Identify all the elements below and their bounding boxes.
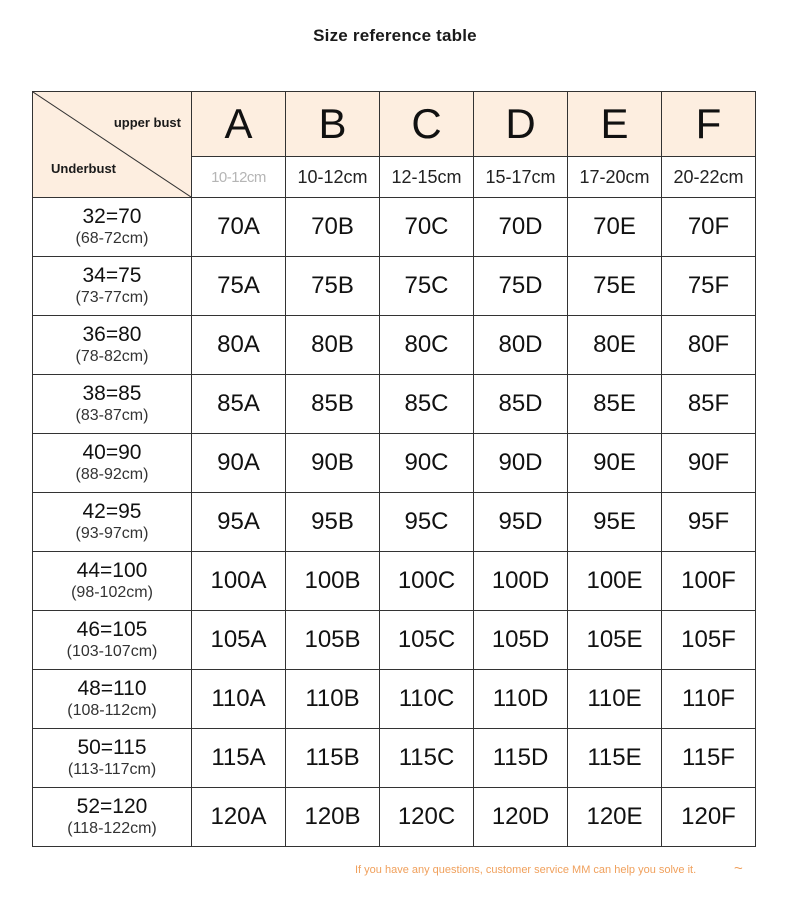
cup-letter-row bbox=[33, 92, 756, 157]
size-cell-f: 75F bbox=[662, 257, 756, 316]
band-size: 36=80 bbox=[82, 323, 142, 346]
band-cell bbox=[33, 257, 192, 316]
table-row bbox=[33, 611, 756, 670]
band-size: 40=90 bbox=[82, 441, 142, 464]
band-size: 34=75 bbox=[82, 264, 142, 287]
size-cell-c: 115C bbox=[380, 729, 474, 788]
size-cell-f: 105F bbox=[662, 611, 756, 670]
size-cell-f: 90F bbox=[662, 434, 756, 493]
band-cell bbox=[33, 729, 192, 788]
size-cell-e: 120E bbox=[568, 788, 662, 847]
band-cell bbox=[33, 198, 192, 257]
size-cell-f: 100F bbox=[662, 552, 756, 611]
table-row bbox=[33, 729, 756, 788]
table-row bbox=[33, 552, 756, 611]
size-cell-d: 80D bbox=[474, 316, 568, 375]
size-cell-a: 80A bbox=[192, 316, 286, 375]
size-cell-e: 75E bbox=[568, 257, 662, 316]
upper-bust-label: upper bust bbox=[113, 115, 181, 130]
size-cell-d: 110D bbox=[474, 670, 568, 729]
band-size: 52=120 bbox=[76, 795, 148, 818]
underbust-label: Underbust bbox=[51, 161, 116, 176]
size-cell-c: 85C bbox=[380, 375, 474, 434]
size-cell-f: 85F bbox=[662, 375, 756, 434]
size-cell-c: 70C bbox=[380, 198, 474, 257]
band-cell bbox=[33, 788, 192, 847]
size-cell-e: 105E bbox=[568, 611, 662, 670]
size-cell-b: 70B bbox=[286, 198, 380, 257]
band-range: (73-77cm) bbox=[75, 289, 149, 306]
band-range: (83-87cm) bbox=[75, 407, 149, 424]
size-cell-c: 80C bbox=[380, 316, 474, 375]
size-cell-d: 105D bbox=[474, 611, 568, 670]
size-cell-b: 105B bbox=[286, 611, 380, 670]
size-cell-e: 85E bbox=[568, 375, 662, 434]
band-cell bbox=[33, 611, 192, 670]
size-cell-a: 115A bbox=[192, 729, 286, 788]
size-cell-d: 120D bbox=[474, 788, 568, 847]
size-cell-c: 75C bbox=[380, 257, 474, 316]
size-cell-a: 90A bbox=[192, 434, 286, 493]
size-cell-e: 80E bbox=[568, 316, 662, 375]
table-row bbox=[33, 316, 756, 375]
size-cell-e: 90E bbox=[568, 434, 662, 493]
size-cell-c: 90C bbox=[380, 434, 474, 493]
cup-range-a: 10-12cm bbox=[192, 157, 286, 198]
size-cell-e: 115E bbox=[568, 729, 662, 788]
size-cell-c: 105C bbox=[380, 611, 474, 670]
size-cell-d: 90D bbox=[474, 434, 568, 493]
corner-header-cell bbox=[33, 92, 192, 198]
size-cell-a: 70A bbox=[192, 198, 286, 257]
customer-service-note: If you have any questions, customer service MM can help you solve it. bbox=[355, 864, 697, 876]
size-cell-a: 120A bbox=[192, 788, 286, 847]
diagonal-divider bbox=[33, 92, 191, 197]
size-cell-d: 85D bbox=[474, 375, 568, 434]
band-size: 48=110 bbox=[77, 677, 147, 700]
size-cell-b: 95B bbox=[286, 493, 380, 552]
band-cell bbox=[33, 375, 192, 434]
band-cell bbox=[33, 434, 192, 493]
band-range: (118-122cm) bbox=[67, 820, 157, 837]
size-cell-f: 120F bbox=[662, 788, 756, 847]
size-cell-d: 70D bbox=[474, 198, 568, 257]
size-cell-a: 85A bbox=[192, 375, 286, 434]
band-size: 42=95 bbox=[82, 500, 142, 523]
size-cell-a: 110A bbox=[192, 670, 286, 729]
size-cell-c: 110C bbox=[380, 670, 474, 729]
table-row bbox=[33, 670, 756, 729]
cup-range-b: 10-12cm bbox=[286, 157, 380, 198]
cup-header-f: F bbox=[662, 92, 756, 157]
table-row bbox=[33, 493, 756, 552]
band-size: 32=70 bbox=[82, 205, 142, 228]
band-range: (108-112cm) bbox=[67, 702, 157, 719]
cup-range-c: 12-15cm bbox=[380, 157, 474, 198]
size-cell-b: 120B bbox=[286, 788, 380, 847]
cup-header-b: B bbox=[286, 92, 380, 157]
cup-header-c: C bbox=[380, 92, 474, 157]
cup-range-d: 15-17cm bbox=[474, 157, 568, 198]
band-range: (78-82cm) bbox=[75, 348, 149, 365]
cup-header-a: A bbox=[192, 92, 286, 157]
size-cell-b: 80B bbox=[286, 316, 380, 375]
size-cell-a: 100A bbox=[192, 552, 286, 611]
band-size: 46=105 bbox=[76, 618, 148, 641]
table-row bbox=[33, 198, 756, 257]
size-cell-d: 95D bbox=[474, 493, 568, 552]
size-cell-b: 115B bbox=[286, 729, 380, 788]
band-size: 38=85 bbox=[82, 382, 142, 405]
size-cell-a: 105A bbox=[192, 611, 286, 670]
band-size: 44=100 bbox=[76, 559, 148, 582]
cup-header-e: E bbox=[568, 92, 662, 157]
band-range: (103-107cm) bbox=[66, 643, 158, 660]
band-range: (68-72cm) bbox=[75, 230, 149, 247]
size-cell-b: 110B bbox=[286, 670, 380, 729]
cup-header-d: D bbox=[474, 92, 568, 157]
cup-range-f: 20-22cm bbox=[662, 157, 756, 198]
size-cell-f: 115F bbox=[662, 729, 756, 788]
size-cell-e: 100E bbox=[568, 552, 662, 611]
table-row bbox=[33, 434, 756, 493]
band-range: (93-97cm) bbox=[75, 525, 149, 542]
size-cell-f: 70F bbox=[662, 198, 756, 257]
tilde-mark: ~ bbox=[734, 860, 743, 877]
band-range: (113-117cm) bbox=[67, 761, 157, 778]
band-cell bbox=[33, 670, 192, 729]
size-cell-d: 115D bbox=[474, 729, 568, 788]
band-cell bbox=[33, 493, 192, 552]
table-row bbox=[33, 375, 756, 434]
size-cell-e: 70E bbox=[568, 198, 662, 257]
size-cell-f: 110F bbox=[662, 670, 756, 729]
size-cell-d: 100D bbox=[474, 552, 568, 611]
table-row bbox=[33, 257, 756, 316]
size-cell-a: 95A bbox=[192, 493, 286, 552]
size-cell-c: 100C bbox=[380, 552, 474, 611]
size-cell-f: 80F bbox=[662, 316, 756, 375]
size-cell-b: 75B bbox=[286, 257, 380, 316]
table-row bbox=[33, 788, 756, 847]
size-cell-d: 75D bbox=[474, 257, 568, 316]
size-cell-f: 95F bbox=[662, 493, 756, 552]
size-cell-b: 85B bbox=[286, 375, 380, 434]
band-cell bbox=[33, 316, 192, 375]
size-rows bbox=[33, 198, 756, 847]
band-size: 50=115 bbox=[77, 736, 147, 759]
size-cell-a: 75A bbox=[192, 257, 286, 316]
cup-range-e: 17-20cm bbox=[568, 157, 662, 198]
size-cell-c: 120C bbox=[380, 788, 474, 847]
size-cell-e: 95E bbox=[568, 493, 662, 552]
band-range: (88-92cm) bbox=[75, 466, 149, 483]
size-cell-c: 95C bbox=[380, 493, 474, 552]
size-cell-b: 100B bbox=[286, 552, 380, 611]
size-cell-e: 110E bbox=[568, 670, 662, 729]
band-cell bbox=[33, 552, 192, 611]
band-range: (98-102cm) bbox=[71, 584, 153, 601]
page-title: Size reference table bbox=[313, 26, 477, 45]
size-reference-table bbox=[32, 91, 756, 847]
size-cell-b: 90B bbox=[286, 434, 380, 493]
